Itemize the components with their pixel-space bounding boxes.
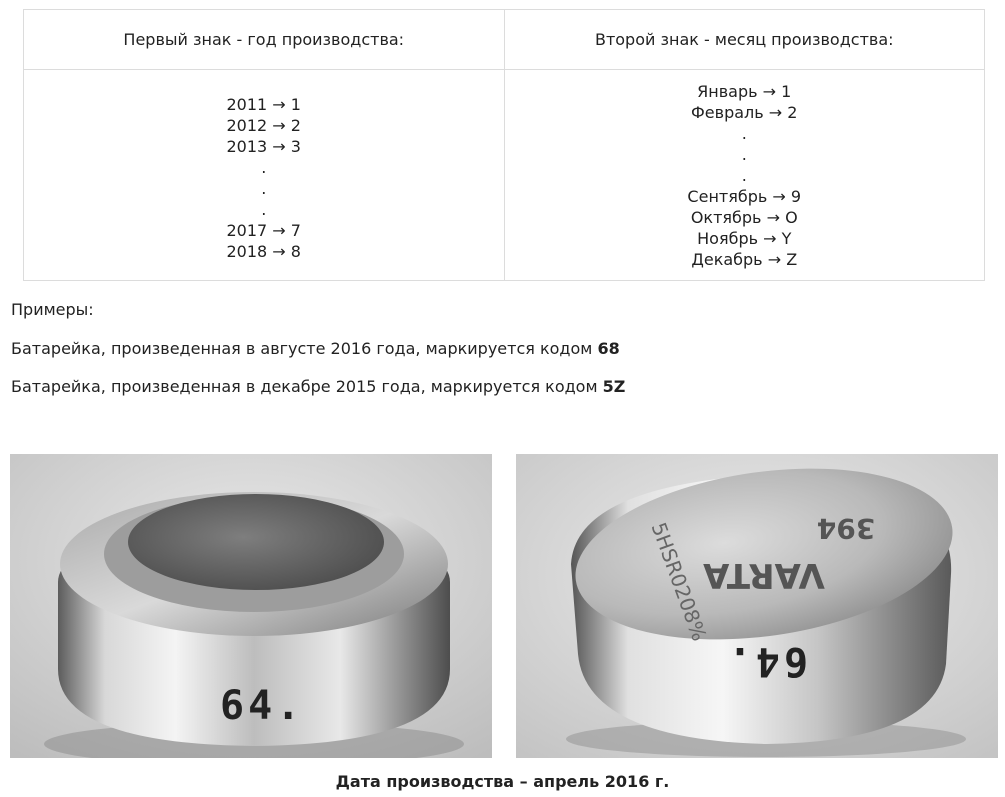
example-1-text: Батарейка, произведенная в августе 2016 года, маркируется кодом bbox=[11, 339, 598, 358]
month-line: Февраль → 2 bbox=[691, 102, 798, 122]
table-body-row bbox=[24, 70, 985, 281]
month-line: Ноябрь → Y bbox=[697, 228, 792, 248]
right-rim-text: 5HSR0208% bbox=[646, 519, 712, 645]
battery-top-photo bbox=[516, 454, 998, 758]
battery-side-photo bbox=[10, 454, 492, 758]
code-table bbox=[23, 9, 985, 281]
month-line: Октябрь → O bbox=[690, 207, 798, 227]
month-line: . bbox=[741, 165, 747, 185]
right-date-marking: 64. bbox=[723, 638, 809, 684]
month-column-header: Второй знак - месяц производства: bbox=[504, 10, 985, 70]
year-line: 2018 → 8 bbox=[226, 242, 301, 261]
month-line: Сентябрь → 9 bbox=[687, 186, 802, 206]
year-codes-cell bbox=[24, 70, 505, 281]
year-line: 2013 → 3 bbox=[226, 137, 301, 156]
year-line: . bbox=[261, 200, 267, 219]
table-header-row bbox=[24, 10, 985, 70]
year-line: . bbox=[261, 179, 267, 198]
photo-caption: Дата производства – апрель 2016 г. bbox=[335, 772, 670, 791]
month-codes-cell bbox=[504, 70, 985, 281]
examples-heading: Примеры: bbox=[11, 300, 94, 319]
month-line: Январь → 1 bbox=[697, 81, 792, 101]
example-line-1 bbox=[11, 339, 620, 359]
right-model-text: 394 bbox=[816, 512, 876, 545]
year-line: 2011 → 1 bbox=[226, 95, 301, 114]
example-2-code: 5Z bbox=[602, 377, 626, 396]
example-2-text: Батарейка, произведенная в декабре 2015 года, маркируется кодом bbox=[11, 377, 603, 396]
month-line: Декабрь → Z bbox=[691, 249, 798, 269]
month-line: . bbox=[741, 123, 747, 143]
battery-side-image bbox=[10, 454, 492, 758]
year-column-header: Первый знак - год производства: bbox=[24, 10, 505, 70]
year-line: 2012 → 2 bbox=[226, 116, 301, 135]
year-line: 2017 → 7 bbox=[226, 221, 301, 240]
left-date-marking: 64. bbox=[220, 683, 305, 729]
year-line: . bbox=[261, 158, 267, 177]
battery-top-image bbox=[516, 454, 998, 758]
example-1-code: 68 bbox=[597, 339, 620, 358]
month-line: . bbox=[741, 144, 747, 164]
right-brand-text: VARTA bbox=[703, 555, 825, 595]
example-line-2 bbox=[11, 377, 625, 397]
